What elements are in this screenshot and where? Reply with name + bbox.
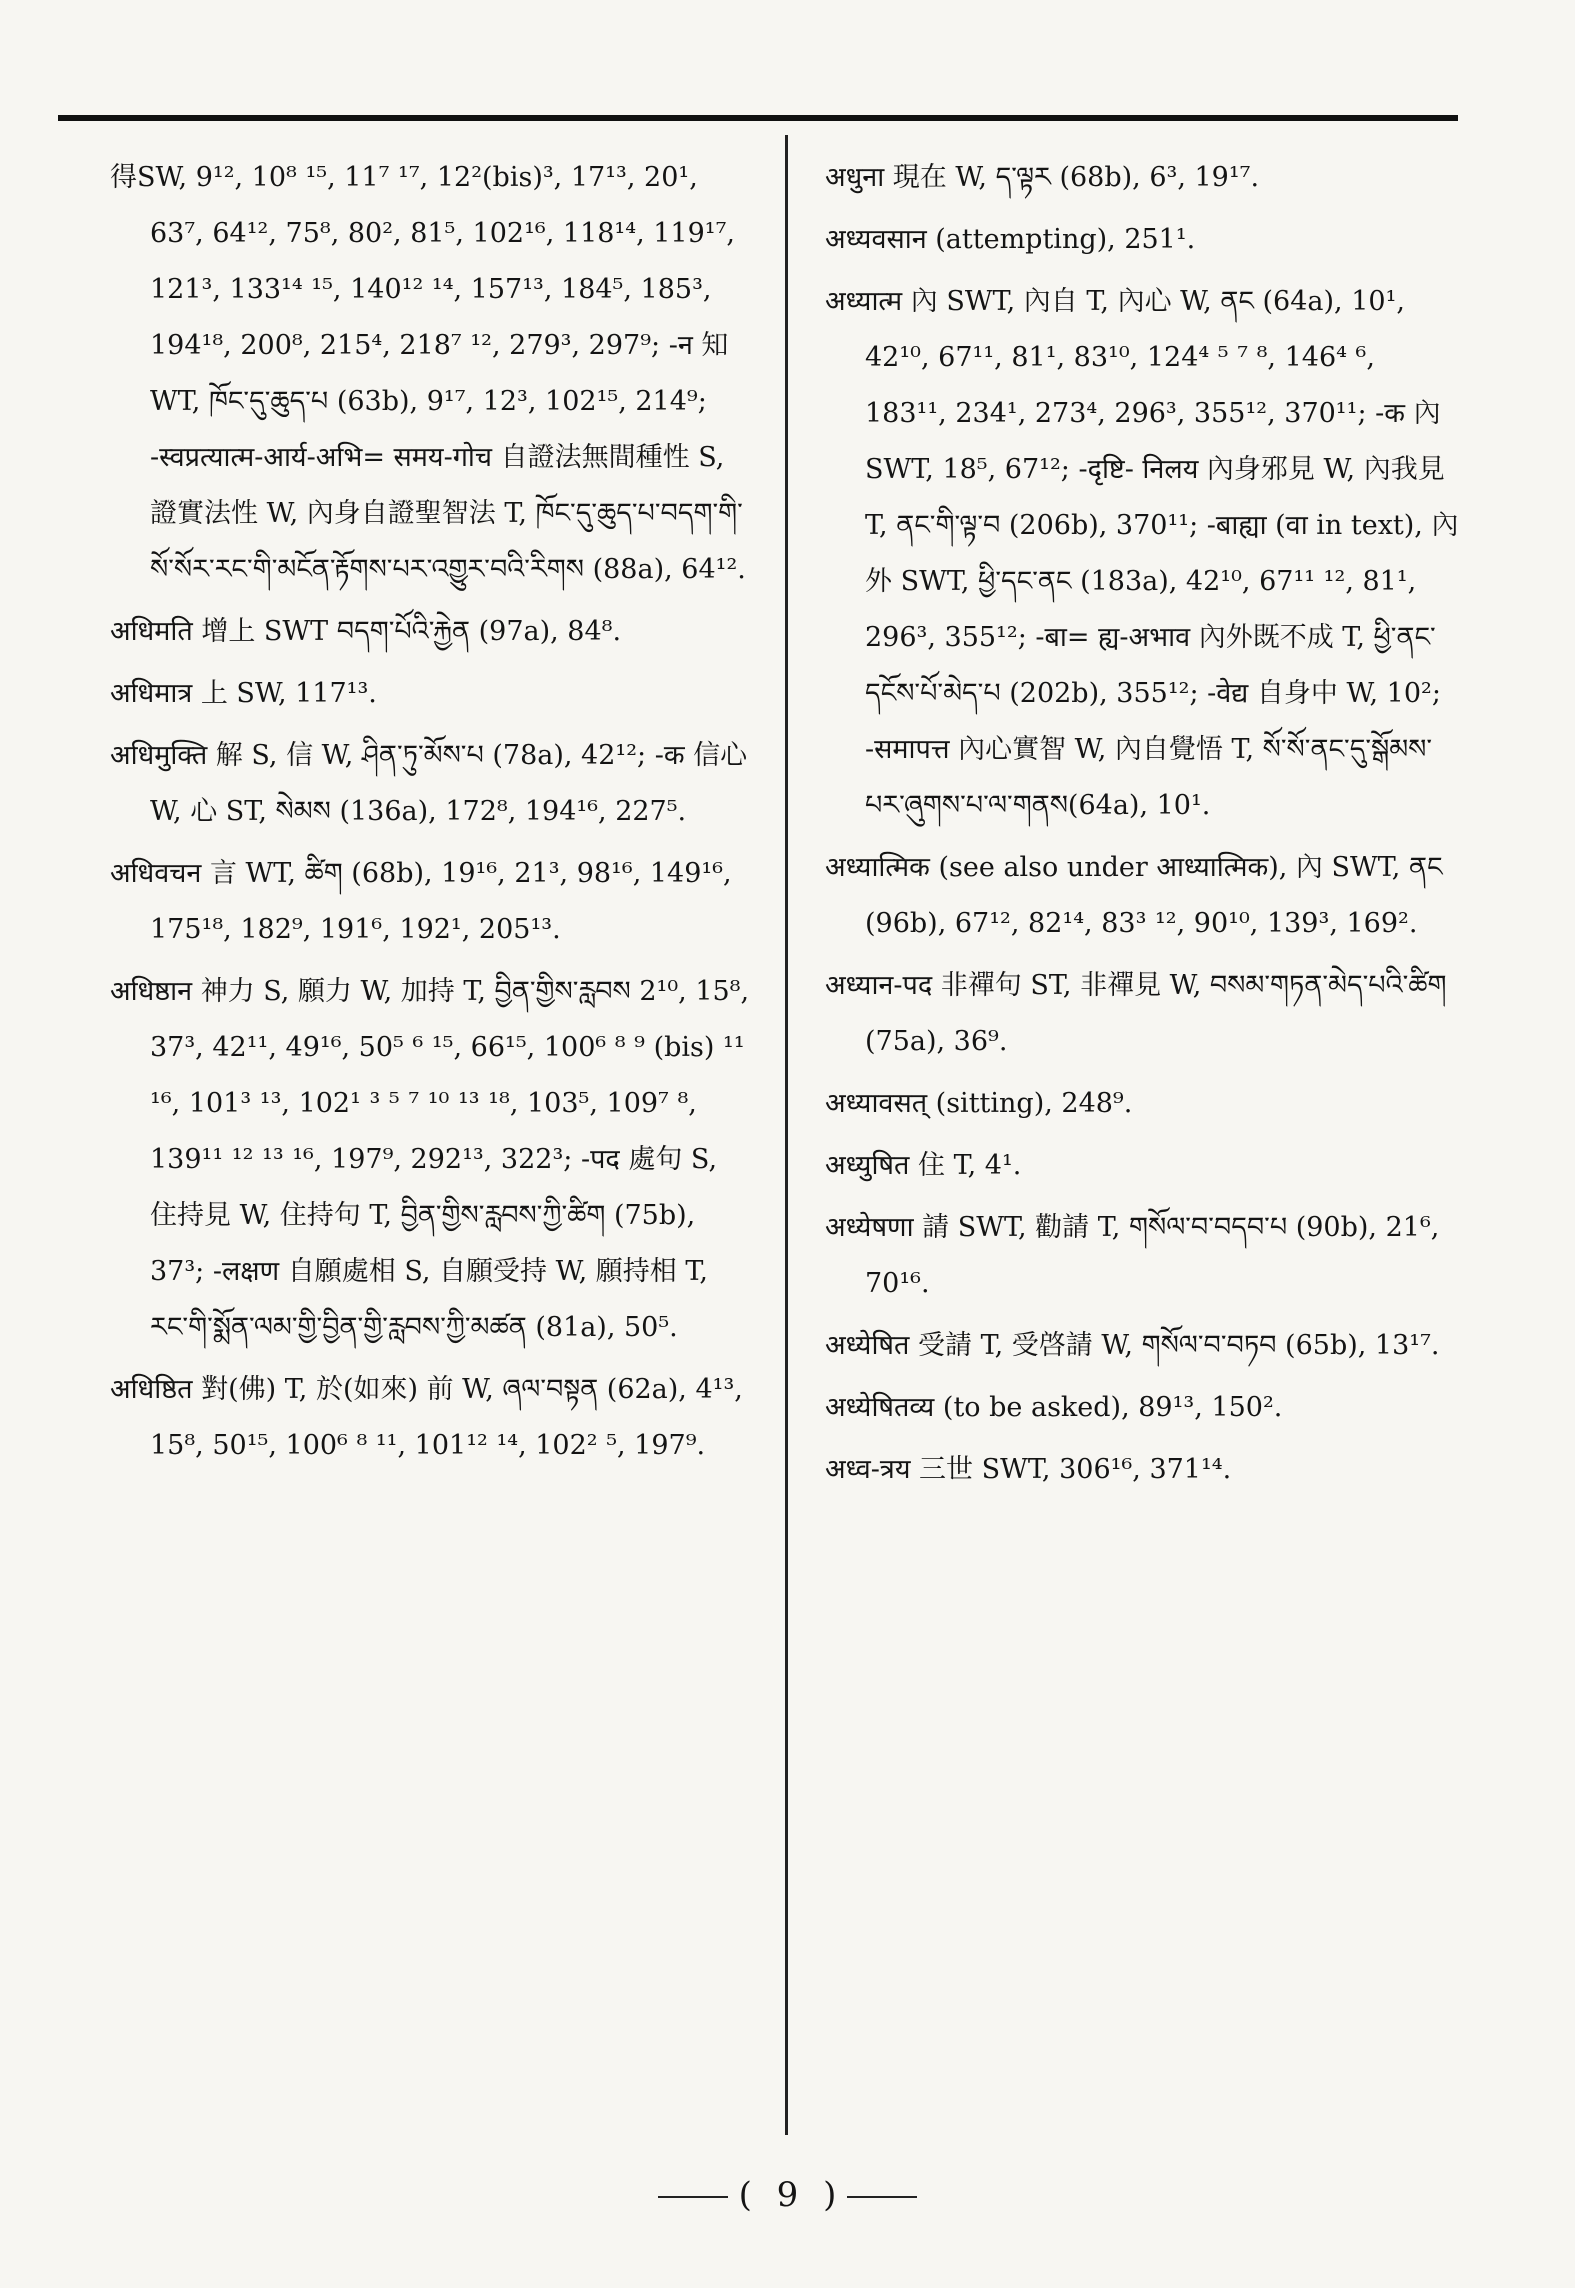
entry: अध्यावसत् (sitting), 248⁹.: [825, 1088, 1133, 1119]
entry: अधिमुक्ति 解 S, 信 W, ཤིན་ཏུ་མོས་པ (78a), 42¹²; -क 信心 W, 心 ST, སེམས (136a), 172⁸, 194¹⁶, 227⁵.: [110, 740, 748, 827]
page-number: 9: [776, 2175, 799, 2215]
entry: अधिष्ठान 神力 S, 願力 W, 加持 T, བྱིན་གྱིས་རླབས 2¹⁰, 15⁸, 37³, 42¹¹, 49¹⁶, 50⁵ ⁶ ¹⁵, 66¹⁵, 100⁶ ⁸ ⁹ (bis) ¹¹ ¹⁶, 101³ ¹³, 102¹ ³ ⁵ ⁷ ¹⁰ ¹³ ¹⁸, 103⁵, 109⁷ ⁸, 139¹¹ ¹² ¹³ ¹⁶, 197⁹, 292¹³, 322³; -पद 處句 S, 住持見 W, 住持句 T, བྱིན་གྱིས་རླབས་ཀྱི་ཚིག (75b), 37³; -लक्षण 自願處相 S, 自願受持 W, 願持相 T, རང་གི་སྨོན་ལམ་གྱི་བྱིན་གྱི་རླབས་ཀྱི་མཚན (81a), 50⁵.: [110, 976, 750, 1343]
entry: अध्येषितव्य (to be asked), 89¹³, 150².: [825, 1392, 1283, 1423]
column-divider: [785, 135, 788, 2135]
left-column: [110, 150, 750, 1480]
entry: अध्यात्म 內 SWT, 內自 T, 內心 W, ནང (64a), 10¹, 42¹⁰, 67¹¹, 81¹, 83¹⁰, 124⁴ ⁵ ⁷ ⁸, 146⁴ ⁶, 183¹¹, 234¹, 273⁴, 296³, 355¹², 370¹¹; -क 內 SWT, 18⁵, 67¹²; -दृष्टि- निलय 內身邪見 W, 內我見 T, ནང་གི་ལྟ་བ (206b), 370¹¹; -बाह्या (वा in text), 內外 SWT, ཕྱི་དང་ནང (183a), 42¹⁰, 67¹¹ ¹², 81¹, 296³, 355¹²; -बा= ह्य-अभाव 內外既不成 T, ཕྱི་ནང་དངོས་པོ་མེད་པ (202b), 355¹²; -वेद्य 自身中 W, 10²; -समापत्त 內心實智 W, 內自覺悟 T, སོ་སོ་ནང་དུ་སྒོམས་པར་ཞུགས་པ་ལ་གནས(64a), 10¹.: [825, 286, 1459, 821]
entry: अध्यवसान (attempting), 251¹.: [825, 224, 1196, 255]
entry: अधिष्ठित 對(佛) T, 於(如來) 前 W, ཞལ་བསྟན (62a), 4¹³, 15⁸, 50¹⁵, 100⁶ ⁸ ¹¹, 101¹² ¹⁴, 102² ⁵, 197⁹.: [110, 1374, 743, 1461]
entry: अध्यात्मिक (see also under आध्यात्मिक), 內 SWT, ནང (96b), 67¹², 82¹⁴, 83³ ¹², 90¹⁰, 139³, 169².: [825, 852, 1443, 939]
entry: अधुना 現在 W, ད་ལྟར (68b), 6³, 19¹⁷.: [825, 162, 1260, 193]
footer-right-paren: ): [823, 2175, 837, 2215]
entry: अध्युषित 住 T, 4¹.: [825, 1150, 1022, 1181]
entry: अधिवचन 言 WT, ཚིག (68b), 19¹⁶, 21³, 98¹⁶, 149¹⁶, 175¹⁸, 182⁹, 191⁶, 192¹, 205¹³.: [110, 858, 732, 945]
entry: अध्व-त्रय 三世 SWT, 306¹⁶, 371¹⁴.: [825, 1454, 1232, 1485]
footer-dash-left: [658, 2196, 728, 2198]
top-rule: [58, 115, 1458, 121]
entry: 得SW, 9¹², 10⁸ ¹⁵, 11⁷ ¹⁷, 12²(bis)³, 17¹³, 20¹, 63⁷, 64¹², 75⁸, 80², 81⁵, 102¹⁶, 118¹⁴, 119¹⁷, 121³, 133¹⁴ ¹⁵, 140¹² ¹⁴, 157¹³, 184⁵, 185³, 194¹⁸, 200⁸, 215⁴, 218⁷ ¹², 279³, 297⁹; -न 知WT, ཁོང་དུ་ཆུད་པ (63b), 9¹⁷, 12³, 102¹⁵, 214⁹; -स्वप्रत्यात्म-आर्य-अभि= समय-गोच 自證法無間種性 S, 證實法性 W, 內身自證聖智法 T, ཁོང་དུ་ཆུད་པ་བདག་གི་སོ་སོར་རང་གི་མངོན་རྟོགས་པར་འགྱུར་བའི་རིགས (88a), 64¹².: [110, 162, 746, 585]
entry: अध्येषणा 請 SWT, 勸請 T, གསོལ་བ་བདབ་པ (90b), 21⁶, 70¹⁶.: [825, 1212, 1440, 1299]
entry: अध्येषित 受請 T, 受啓請 W, གསོལ་བ་བཏབ (65b), 13¹⁷.: [825, 1330, 1440, 1361]
right-column: [825, 150, 1465, 1504]
footer-dash-right: [847, 2196, 917, 2198]
entry: अधिमात्र 上 SW, 117¹³.: [110, 678, 377, 709]
entry: अधिमति 增上 SWT བདག་པོའི་རྐྱེན (97a), 84⁸.: [110, 616, 622, 647]
entry: अध्यान-पद 非禪句 ST, 非禪見 W, བསམ་གཏན་མེད་པའི་ཚིག (75a), 36⁹.: [825, 970, 1447, 1057]
page-footer: [0, 2175, 1575, 2215]
footer-left-paren: (: [738, 2175, 752, 2215]
